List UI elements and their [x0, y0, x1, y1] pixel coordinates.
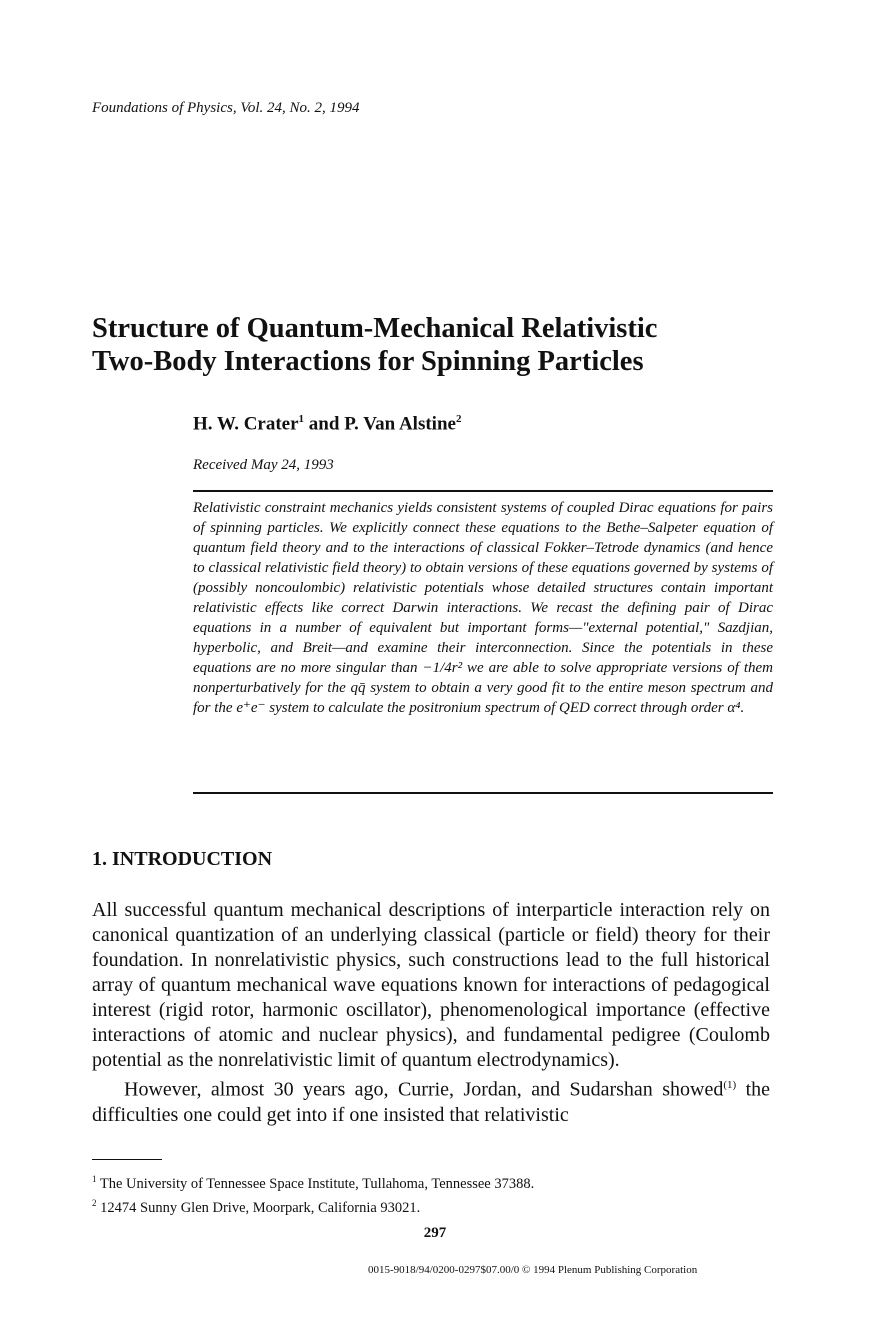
footnote-1-text: The University of Tennessee Space Institute, Tullahoma, Tennessee 37388.	[96, 1175, 535, 1192]
paragraph-2-start: However, almost 30 years ago, Currie, Jordan, and Sudarshan showed	[124, 1078, 724, 1101]
author-2-footnote-mark: 2	[455, 413, 462, 425]
citation-ref-1[interactable]: (1)	[723, 1079, 737, 1091]
title-line-2: Two-Body Interactions for Spinning Particles	[92, 346, 644, 377]
paragraph-1: All successful quantum mechanical descriptions of interparticle interaction rely on canonical quantization of an underlying classical (particle or field) theory for their foundation. In nonrelativistic physics, such constructions lead to the full historical array of quantum mechanical wave equations known for interactions of pedagogical interest (rigid rotor, harmonic oscillator), phenomenological importance (effective interactions of atomic and nuclear physics), and fundamental pedigree (Coulomb potential as the nonrelativistic limit of quantum electrodynamics).	[92, 899, 770, 1071]
footnote-2-mark: 2	[92, 1197, 97, 1208]
abstract	[193, 498, 773, 718]
footnote-2-text: 12474 Sunny Glen Drive, Moorpark, California 93021.	[96, 1199, 421, 1216]
footnote-2	[92, 1194, 792, 1218]
abstract-top-rule	[193, 490, 773, 492]
abstract-text: Relativistic constraint mechanics yields consistent systems of coupled Dirac equations for pairs of spinning particles. We explicitly connect these equations to the Bethe–Salpeter equation of quantum field theory and to the interactions of classical Fokker–Tetrode dynamics (and hence to classical relativistic field theory) to obtain versions of these equations governed by systems of (possibly noncoulombic) relativistic potentials whose detailed structures contain important relativistic effects like correct Darwin interactions. We recast the defining pair of Dirac equations in a number of equivalent but important forms—"external potential," Sazdjian, hyperbolic, and Breit—and examine their interconnection. Since the potentials in these equations are no more singular than −1/4r² we are able to solve appropriate versions of them nonperturbatively for the qq̄ system to obtain a very good fit to the entire meson spectrum and for the e⁺e⁻ system to calculate the positronium spectrum of QED correct through order α⁴.	[193, 500, 773, 716]
author-join: and	[304, 413, 345, 435]
author-1: H. W. Crater	[193, 413, 299, 435]
received-date: Received May 24, 1993	[193, 457, 334, 473]
journal-citation: Foundations of Physics, Vol. 24, No. 2, 1994	[92, 100, 360, 116]
author-2: P. Van Alstine	[344, 413, 456, 435]
body-text	[92, 898, 770, 1128]
page-number: 297	[423, 1225, 447, 1241]
footnotes	[92, 1170, 792, 1218]
copyright-line: 0015-9018/94/0200-0297$07.00/0 © 1994 Plenum Publishing Corporation	[368, 1264, 698, 1276]
footnote-1	[92, 1170, 792, 1194]
article-title	[92, 312, 792, 378]
footnote-1-mark: 1	[92, 1174, 97, 1184]
paragraph-2	[92, 1073, 770, 1128]
section-heading: 1. INTRODUCTION	[92, 848, 273, 870]
author-line	[193, 413, 461, 435]
abstract-bottom-rule	[193, 792, 773, 794]
paragraph-2-end: the difficulties one could get into if one insisted that relativistic	[92, 1078, 771, 1126]
title-line-1: Structure of Quantum-Mechanical Relativistic	[92, 313, 658, 344]
footnote-rule	[92, 1159, 162, 1160]
author-1-footnote-mark: 1	[298, 413, 305, 425]
